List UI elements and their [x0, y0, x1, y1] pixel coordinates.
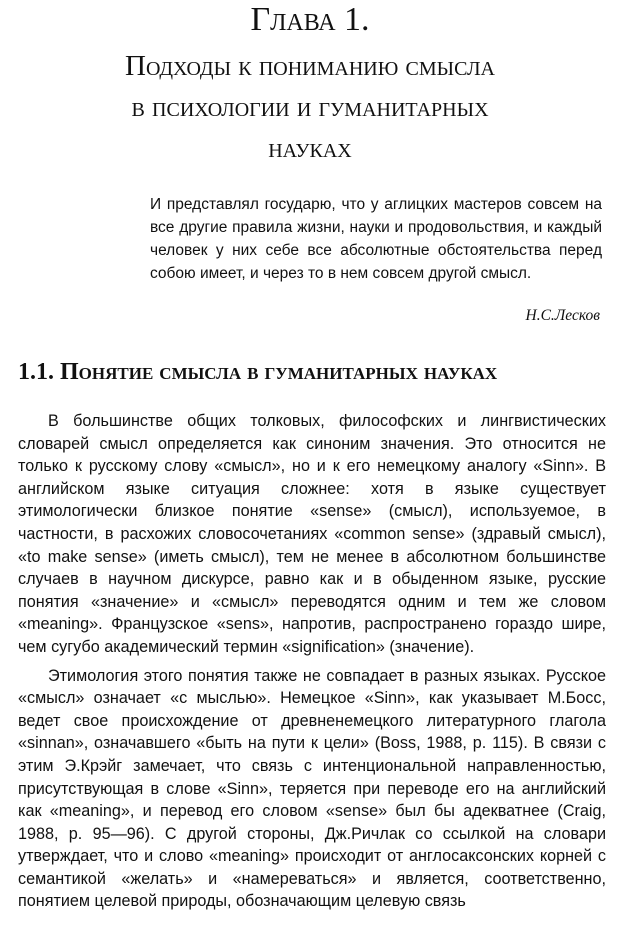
chapter-title-line: Подходы к пониманию смысла	[125, 50, 495, 82]
chapter-label: Глава 1.	[250, 1, 370, 38]
paragraph: В большинстве общих толковых, философских и лингвистических словарей смысл определяется как синоним значения. Это относится не только к русскому слову «смысл», но и к его немецкому аналогу «Sinn». В английском языке ситуация сложнее: хотя в языке существует этимологически близкое понятие «sense» (смысл), используемое, в частности, в расхожих словосочетаниях «common sense» (здравый смысл), «to make sense» (иметь смысл), тем не менее в абсолютном большинстве случаев в научном дискурсе, равно как и в обыденном языке, русские понятия «значение» и «смысл» переводятся одним и тем же словом «meaning». Французское «sens», напротив, распространено гораздо шире, чем сугубо академический термин «signification» (значение).	[18, 412, 606, 656]
chapter-title	[0, 46, 620, 169]
chapter-title-line: науках	[268, 132, 352, 164]
epigraph-text: И представлял государю, что у аглицких мастеров совсем на все другие правила жизни, науки и продовольствия, и каждый человек у них себе все абсолютные обстоятельства перед собою имеет, и через то в нем совсем другой смысл.	[150, 196, 602, 282]
chapter-title-line: в психологии и гуманитарных	[131, 91, 489, 123]
section-body	[18, 410, 606, 913]
section-heading: 1.1. Понятие смысла в гуманитарных науках	[18, 359, 498, 385]
epigraph-author: Н.С.Лесков	[525, 307, 600, 324]
paragraph: Этимология этого понятия также не совпадает в разных языках. Русское «смысл» означает «с мыслью». Немецкое «Sinn», как указывает М.Босс, ведет свое происхождение от древненемецкого литературного глагола «sinnan», означавшего «быть на пути к цели» (Boss, 1988, p. 115). В связи с этим Э.Крэйг замечает, что связь с интенциональной направленностью, присутствующая в слове «Sinn», теряется при переводе его на английский как «meaning», и перевод его словом «sense» был бы адекватнее (Craig, 1988, p. 95—96). С другой стороны, Дж.Ричлак со ссылкой на словари утверждает, что и слово «meaning» происходит от англосаксонских корней с семантикой «желать» и «намереваться» и является, соответственно, понятием целевой природы, обозначающим целевую связь	[18, 666, 606, 911]
